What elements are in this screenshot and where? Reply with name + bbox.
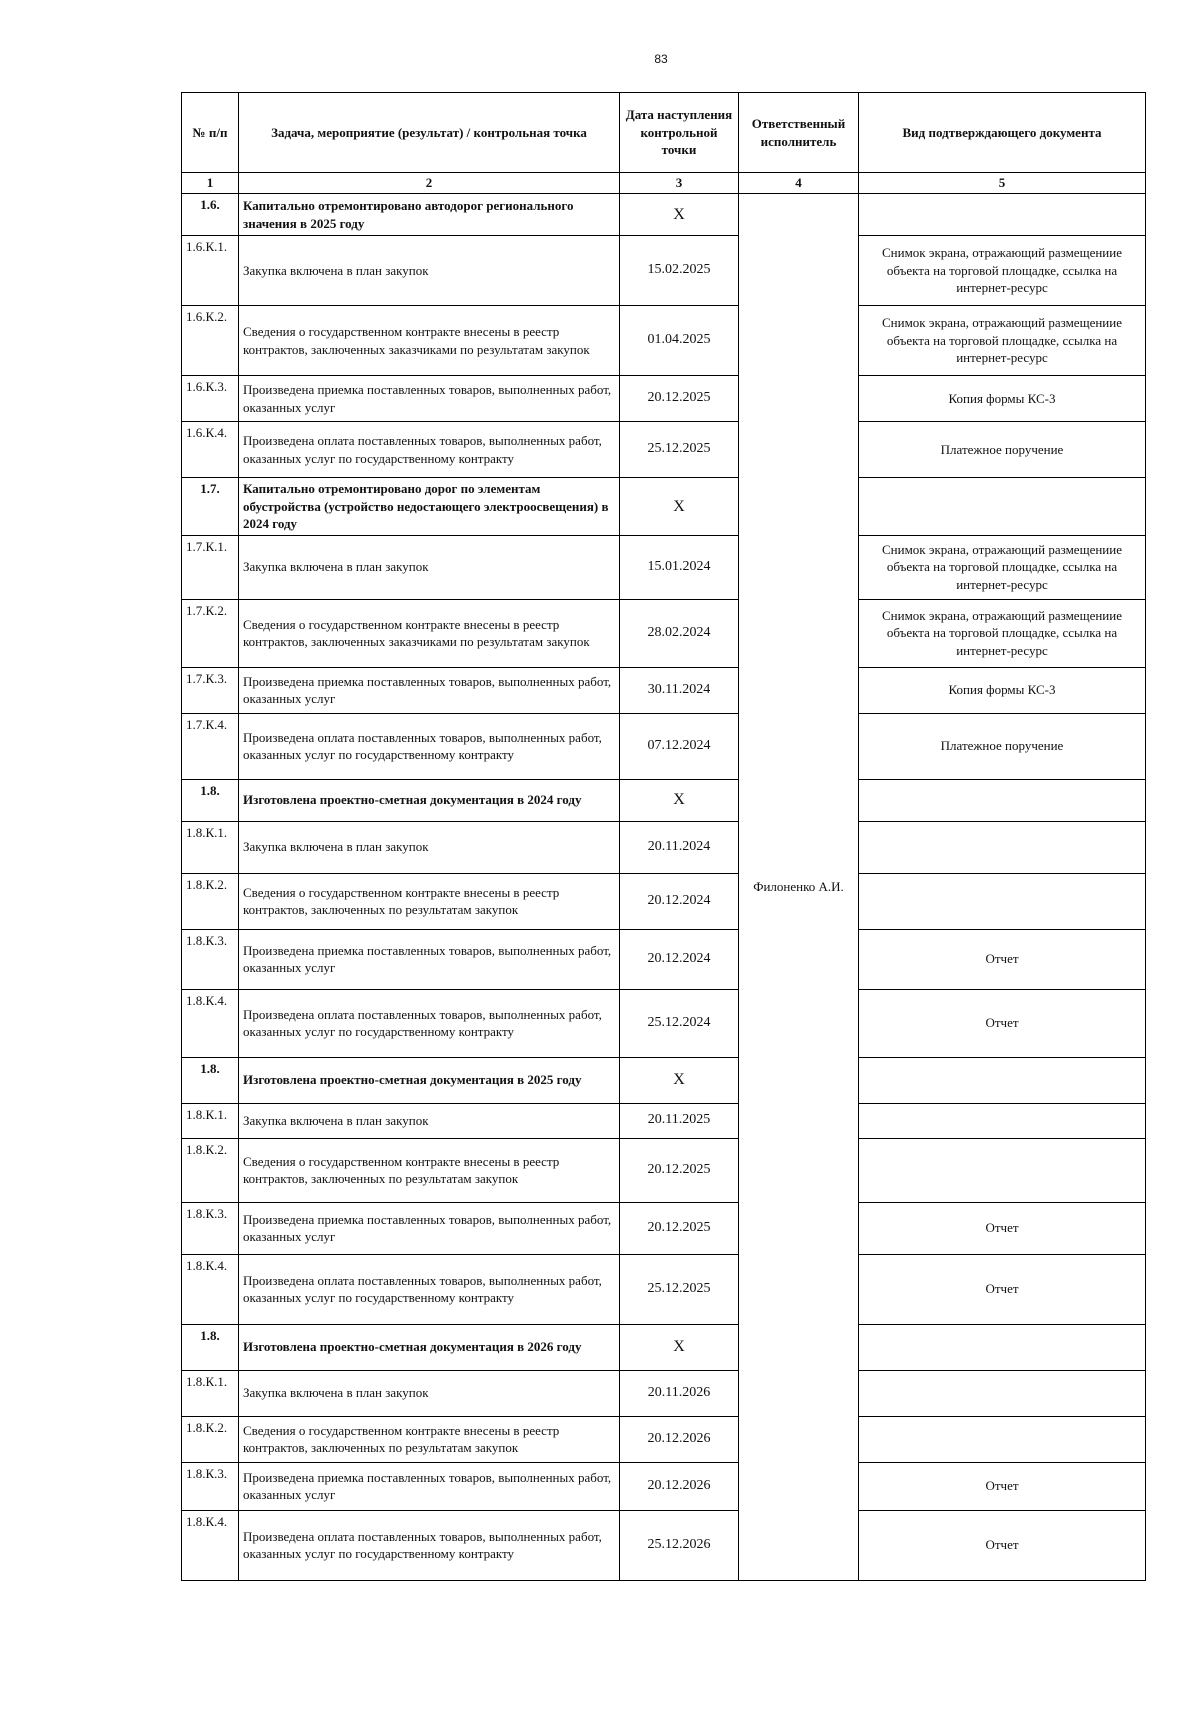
row-task: Закупка включена в план закупок — [239, 236, 620, 306]
responsible-cell: Филоненко А.И. — [739, 194, 859, 1581]
row-date: Х — [620, 1057, 739, 1103]
row-date: 15.01.2024 — [620, 535, 739, 599]
table-row-control-point — [182, 667, 1146, 713]
row-number: 1.7.К.1. — [182, 535, 239, 599]
table-row-control-point — [182, 1254, 1146, 1324]
row-number: 1.8.К.2. — [182, 1138, 239, 1202]
row-number: 1.7. — [182, 478, 239, 536]
row-number: 1.6.К.4. — [182, 422, 239, 478]
row-number: 1.8.К.3. — [182, 1462, 239, 1510]
header-document: Вид подтверждающего документа — [859, 93, 1146, 173]
row-task: Закупка включена в план закупок — [239, 821, 620, 873]
row-document — [859, 821, 1146, 873]
row-number: 1.8.К.1. — [182, 1370, 239, 1416]
row-document — [859, 873, 1146, 929]
table-row-control-point — [182, 1416, 1146, 1462]
table-row-control-point — [182, 929, 1146, 989]
row-task: Закупка включена в план закупок — [239, 1103, 620, 1138]
column-index: 1 — [182, 173, 239, 194]
row-document: Отчет — [859, 1510, 1146, 1580]
row-task: Произведена оплата поставленных товаров, выполненных работ, оказанных услуг по государственному контракту — [239, 1510, 620, 1580]
row-date: Х — [620, 1324, 739, 1370]
row-document: Отчет — [859, 1462, 1146, 1510]
row-number: 1.7.К.4. — [182, 713, 239, 779]
header-date: Дата наступления контрольной точки — [620, 93, 739, 173]
row-document: Копия формы КС-3 — [859, 376, 1146, 422]
row-number: 1.8. — [182, 779, 239, 821]
row-document: Снимок экрана, отражающий размещениие объекта на торговой площадке, ссылка на интернет-ресурс — [859, 306, 1146, 376]
row-date: 25.12.2025 — [620, 422, 739, 478]
row-task: Закупка включена в план закупок — [239, 535, 620, 599]
table-body — [182, 194, 1146, 1581]
row-document: Копия формы КС-3 — [859, 667, 1146, 713]
row-task: Изготовлена проектно-сметная документация в 2025 году — [239, 1057, 620, 1103]
row-task: Сведения о государственном контракте внесены в реестр контрактов, заключенных заказчиками по результатам закупок — [239, 306, 620, 376]
row-task: Сведения о государственном контракте внесены в реестр контрактов, заключенных по результатам закупок — [239, 1416, 620, 1462]
table-row-goal — [182, 1324, 1146, 1370]
row-number: 1.8.К.4. — [182, 989, 239, 1057]
row-number: 1.8.К.2. — [182, 1416, 239, 1462]
row-document — [859, 1103, 1146, 1138]
row-task: Сведения о государственном контракте внесены в реестр контрактов, заключенных по результатам закупок — [239, 873, 620, 929]
table-row-control-point — [182, 236, 1146, 306]
row-document — [859, 779, 1146, 821]
table-row-control-point — [182, 1103, 1146, 1138]
row-document: Отчет — [859, 1202, 1146, 1254]
column-index: 3 — [620, 173, 739, 194]
row-date: 07.12.2024 — [620, 713, 739, 779]
row-date: 20.11.2026 — [620, 1370, 739, 1416]
row-document: Отчет — [859, 1254, 1146, 1324]
table-row-control-point — [182, 713, 1146, 779]
row-number: 1.8.К.4. — [182, 1254, 239, 1324]
table-row-control-point — [182, 422, 1146, 478]
row-number: 1.7.К.3. — [182, 667, 239, 713]
table-row-control-point — [182, 535, 1146, 599]
control-points-table — [181, 92, 1146, 1581]
row-task: Произведена оплата поставленных товаров, выполненных работ, оказанных услуг по государственному контракту — [239, 989, 620, 1057]
row-task: Произведена приемка поставленных товаров, выполненных работ, оказанных услуг — [239, 1202, 620, 1254]
row-number: 1.8. — [182, 1324, 239, 1370]
row-date: 30.11.2024 — [620, 667, 739, 713]
table-row-control-point — [182, 1202, 1146, 1254]
row-document: Отчет — [859, 929, 1146, 989]
row-task: Произведена приемка поставленных товаров, выполненных работ, оказанных услуг — [239, 929, 620, 989]
column-index-row — [182, 173, 1146, 194]
header-number: № п/п — [182, 93, 239, 173]
column-index: 5 — [859, 173, 1146, 194]
row-document: Снимок экрана, отражающий размещениие объекта на торговой площадке, ссылка на интернет-ресурс — [859, 599, 1146, 667]
table-row-control-point — [182, 821, 1146, 873]
row-task: Сведения о государственном контракте внесены в реестр контрактов, заключенных по результатам закупок — [239, 1138, 620, 1202]
row-task: Капитально отремонтировано дорог по элементам обустройства (устройство недостающего электроосвещения) в 2024 году — [239, 478, 620, 536]
row-document — [859, 1324, 1146, 1370]
table-row-control-point — [182, 1138, 1146, 1202]
row-number: 1.6.К.3. — [182, 376, 239, 422]
table-row-control-point — [182, 873, 1146, 929]
row-document: Снимок экрана, отражающий размещениие объекта на торговой площадке, ссылка на интернет-ресурс — [859, 236, 1146, 306]
row-number: 1.8. — [182, 1057, 239, 1103]
row-task: Произведена приемка поставленных товаров, выполненных работ, оказанных услуг — [239, 1462, 620, 1510]
row-document — [859, 194, 1146, 236]
row-date: 01.04.2025 — [620, 306, 739, 376]
row-date: 25.12.2026 — [620, 1510, 739, 1580]
row-document: Платежное поручение — [859, 713, 1146, 779]
row-date: Х — [620, 779, 739, 821]
table-row-control-point — [182, 989, 1146, 1057]
row-task: Произведена оплата поставленных товаров, выполненных работ, оказанных услуг по государственному контракту — [239, 1254, 620, 1324]
row-number: 1.8.К.4. — [182, 1510, 239, 1580]
column-index: 2 — [239, 173, 620, 194]
row-task: Произведена оплата поставленных товаров, выполненных работ, оказанных услуг по государственному контракту — [239, 713, 620, 779]
row-task: Закупка включена в план закупок — [239, 1370, 620, 1416]
row-date: Х — [620, 194, 739, 236]
row-task: Произведена оплата поставленных товаров, выполненных работ, оказанных услуг по государственному контракту — [239, 422, 620, 478]
table-row-control-point — [182, 376, 1146, 422]
table-row-goal — [182, 194, 1146, 236]
table-row-control-point — [182, 599, 1146, 667]
row-date: 20.12.2026 — [620, 1416, 739, 1462]
row-document — [859, 478, 1146, 536]
row-document: Снимок экрана, отражающий размещениие объекта на торговой площадке, ссылка на интернет-ресурс — [859, 535, 1146, 599]
table-row-goal — [182, 779, 1146, 821]
row-number: 1.6. — [182, 194, 239, 236]
row-date: Х — [620, 478, 739, 536]
row-date: 20.11.2025 — [620, 1103, 739, 1138]
row-date: 15.02.2025 — [620, 236, 739, 306]
row-task: Произведена приемка поставленных товаров, выполненных работ, оказанных услуг — [239, 667, 620, 713]
row-task: Сведения о государственном контракте внесены в реестр контрактов, заключенных заказчиками по результатам закупок — [239, 599, 620, 667]
row-number: 1.6.К.2. — [182, 306, 239, 376]
row-date: 25.12.2024 — [620, 989, 739, 1057]
row-document: Отчет — [859, 989, 1146, 1057]
row-document: Платежное поручение — [859, 422, 1146, 478]
row-document — [859, 1370, 1146, 1416]
header-task: Задача, мероприятие (результат) / контрольная точка — [239, 93, 620, 173]
row-date: 20.12.2025 — [620, 1202, 739, 1254]
row-number: 1.7.К.2. — [182, 599, 239, 667]
row-task: Капитально отремонтировано автодорог регионального значения в 2025 году — [239, 194, 620, 236]
row-document — [859, 1057, 1146, 1103]
row-task: Произведена приемка поставленных товаров, выполненных работ, оказанных услуг — [239, 376, 620, 422]
row-task: Изготовлена проектно-сметная документация в 2026 году — [239, 1324, 620, 1370]
row-document — [859, 1416, 1146, 1462]
table-row-goal — [182, 478, 1146, 536]
row-date: 20.11.2024 — [620, 821, 739, 873]
row-date: 20.12.2024 — [620, 873, 739, 929]
row-number: 1.8.К.1. — [182, 821, 239, 873]
row-date: 20.12.2026 — [620, 1462, 739, 1510]
row-number: 1.6.К.1. — [182, 236, 239, 306]
row-date: 20.12.2025 — [620, 376, 739, 422]
header-responsible: Ответственный исполнитель — [739, 93, 859, 173]
row-number: 1.8.К.2. — [182, 873, 239, 929]
row-date: 20.12.2024 — [620, 929, 739, 989]
page-number: 83 — [654, 52, 668, 66]
row-date: 25.12.2025 — [620, 1254, 739, 1324]
table-row-control-point — [182, 306, 1146, 376]
row-document — [859, 1138, 1146, 1202]
table-row-control-point — [182, 1370, 1146, 1416]
row-number: 1.8.К.3. — [182, 929, 239, 989]
table-row-goal — [182, 1057, 1146, 1103]
row-date: 28.02.2024 — [620, 599, 739, 667]
header-row — [182, 93, 1146, 173]
row-date: 20.12.2025 — [620, 1138, 739, 1202]
table-row-control-point — [182, 1462, 1146, 1510]
row-number: 1.8.К.1. — [182, 1103, 239, 1138]
row-task: Изготовлена проектно-сметная документация в 2024 году — [239, 779, 620, 821]
table-row-control-point — [182, 1510, 1146, 1580]
column-index: 4 — [739, 173, 859, 194]
row-number: 1.8.К.3. — [182, 1202, 239, 1254]
